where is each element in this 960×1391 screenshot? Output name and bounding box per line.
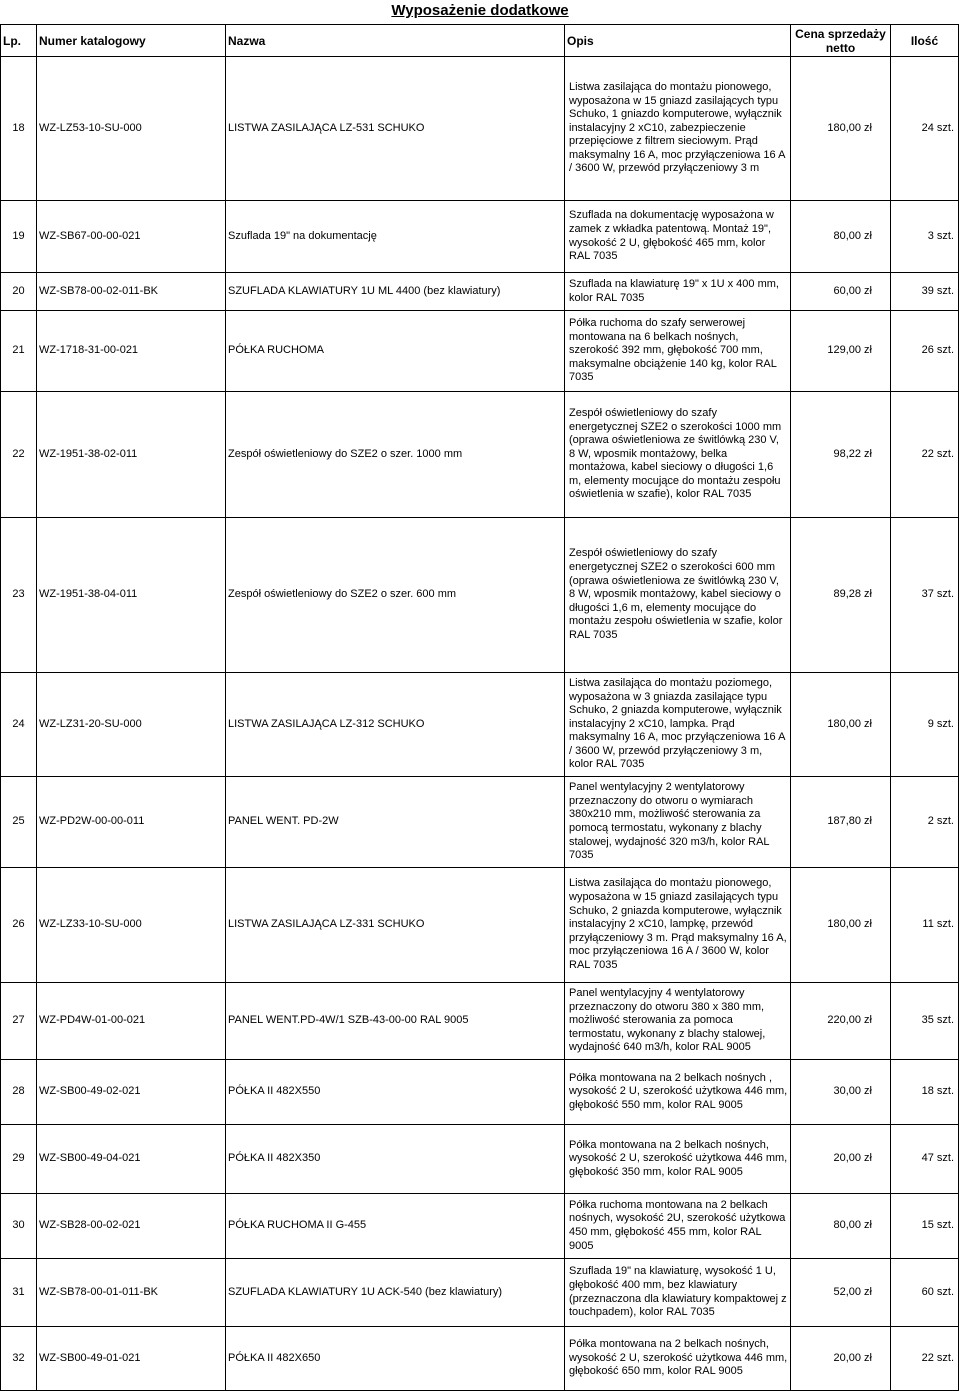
row-catalog-number: WZ-PD4W-01-00-021 bbox=[37, 983, 226, 1060]
table-row bbox=[1, 392, 959, 518]
row-name: SZUFLADA KLAWIATURY 1U ACK-540 (bez klawiatury) bbox=[226, 1259, 565, 1327]
row-lp: 24 bbox=[1, 673, 37, 777]
row-price: 60,00 zł bbox=[791, 273, 891, 311]
table-row bbox=[1, 868, 959, 983]
row-quantity: 24 szt. bbox=[891, 57, 959, 201]
row-catalog-number: WZ-SB67-00-00-021 bbox=[37, 201, 226, 273]
row-description: Szuflada na klawiaturę 19" x 1U x 400 mm, kolor RAL 7035 bbox=[565, 273, 791, 311]
row-name: Zespół oświetleniowy do SZE2 o szer. 600 mm bbox=[226, 518, 565, 673]
row-catalog-number: WZ-PD2W-00-00-011 bbox=[37, 777, 226, 868]
row-price: 30,00 zł bbox=[791, 1060, 891, 1125]
row-name: LISTWA ZASILAJĄCA LZ-312 SCHUKO bbox=[226, 673, 565, 777]
row-price: 180,00 zł bbox=[791, 57, 891, 201]
table-header-row bbox=[1, 25, 959, 57]
row-catalog-number: WZ-SB00-49-02-021 bbox=[37, 1060, 226, 1125]
row-catalog-number: WZ-SB00-49-04-021 bbox=[37, 1125, 226, 1194]
row-description: Zespół oświetleniowy do szafy energetycznej SZE2 o szerokości 600 mm (oprawa oświetleniowa ze świtlówką 230 V, 8 W, wposmik montażowy, kabel sieciowy o długości 1,6 m, elementy mocujące do montażu zespołu oświetlenia w szafie, kolor RAL 7035 bbox=[565, 518, 791, 673]
row-name: PÓŁKA II 482X550 bbox=[226, 1060, 565, 1125]
row-catalog-number: WZ-SB00-49-01-021 bbox=[37, 1327, 226, 1391]
row-quantity: 39 szt. bbox=[891, 273, 959, 311]
table-row bbox=[1, 673, 959, 777]
row-quantity: 15 szt. bbox=[891, 1194, 959, 1259]
row-catalog-number: WZ-SB78-00-02-011-BK bbox=[37, 273, 226, 311]
row-name: PÓŁKA RUCHOMA II G-455 bbox=[226, 1194, 565, 1259]
row-name: Zespół oświetleniowy do SZE2 o szer. 1000 mm bbox=[226, 392, 565, 518]
row-quantity: 26 szt. bbox=[891, 311, 959, 392]
row-catalog-number: WZ-1951-38-04-011 bbox=[37, 518, 226, 673]
row-lp: 20 bbox=[1, 273, 37, 311]
row-catalog-number: WZ-LZ31-20-SU-000 bbox=[37, 673, 226, 777]
table-row bbox=[1, 1194, 959, 1259]
row-lp: 25 bbox=[1, 777, 37, 868]
row-quantity: 9 szt. bbox=[891, 673, 959, 777]
row-quantity: 2 szt. bbox=[891, 777, 959, 868]
row-quantity: 60 szt. bbox=[891, 1259, 959, 1327]
row-lp: 18 bbox=[1, 57, 37, 201]
table-row bbox=[1, 311, 959, 392]
row-catalog-number: WZ-1718-31-00-021 bbox=[37, 311, 226, 392]
table-row bbox=[1, 1259, 959, 1327]
table-row bbox=[1, 201, 959, 273]
row-description: Listwa zasilająca do montażu pionowego, wyposażona w 15 gniazd zasilających typu Schuko, 1 gniazdo komputerowe, wyłącznik instalacyjny 2 xC10, zabezpieczenie przepięciowe z filtrem sieciowym. Prąd maksymalny 16 A, moc przyłączeniowa 16 A / 3600 W, przewód przyłączeniowy 3 m bbox=[565, 57, 791, 201]
row-price: 180,00 zł bbox=[791, 868, 891, 983]
row-price: 89,28 zł bbox=[791, 518, 891, 673]
row-name: LISTWA ZASILAJĄCA LZ-331 SCHUKO bbox=[226, 868, 565, 983]
equipment-table bbox=[0, 24, 959, 1391]
table-row bbox=[1, 983, 959, 1060]
row-catalog-number: WZ-LZ33-10-SU-000 bbox=[37, 868, 226, 983]
row-description: Panel wentylacyjny 2 wentylatorowy przeznaczony do otworu o wymiarach 380x210 mm, możliwość sterowania za pomocą termostatu, wykonany z blachy stalowej, wydajność 320 m3/h, kolor RAL 7035 bbox=[565, 777, 791, 868]
row-lp: 21 bbox=[1, 311, 37, 392]
row-lp: 22 bbox=[1, 392, 37, 518]
row-description: Szuflada 19" na klawiaturę, wysokość 1 U, głębokość 400 mm, bez klawiatury (przeznaczona dla klawiatury kompaktowej z touchpadem), kolor RAL 7035 bbox=[565, 1259, 791, 1327]
row-catalog-number: WZ-SB78-00-01-011-BK bbox=[37, 1259, 226, 1327]
row-quantity: 37 szt. bbox=[891, 518, 959, 673]
table-row bbox=[1, 777, 959, 868]
row-catalog-number: WZ-LZ53-10-SU-000 bbox=[37, 57, 226, 201]
row-price: 20,00 zł bbox=[791, 1125, 891, 1194]
row-quantity: 3 szt. bbox=[891, 201, 959, 273]
row-description: Półka ruchoma montowana na 2 belkach nośnych, wysokość 2U, szerokość użytkowa 450 mm, głębokość 455 mm, kolor RAL 9005 bbox=[565, 1194, 791, 1259]
row-lp: 23 bbox=[1, 518, 37, 673]
row-price: 180,00 zł bbox=[791, 673, 891, 777]
row-price: 129,00 zł bbox=[791, 311, 891, 392]
row-name: PANEL WENT. PD-2W bbox=[226, 777, 565, 868]
row-catalog-number: WZ-SB28-00-02-021 bbox=[37, 1194, 226, 1259]
row-quantity: 47 szt. bbox=[891, 1125, 959, 1194]
col-header-quantity: Ilość bbox=[891, 25, 959, 57]
row-price: 220,00 zł bbox=[791, 983, 891, 1060]
table-row bbox=[1, 1327, 959, 1391]
row-lp: 30 bbox=[1, 1194, 37, 1259]
row-description: Listwa zasilająca do montażu pionowego, wyposażona w 15 gniazd zasilających typu Schuko, 2 gniazda komputerowe, wyłącznik instalacyjny 2 xC10, lampkę, przewód przyłączeniowy 3 m. Prąd maksymalny 16 A, moc przyłączeniowa 16 A / 3600 W, kolor RAL 7035 bbox=[565, 868, 791, 983]
row-lp: 32 bbox=[1, 1327, 37, 1391]
row-name: SZUFLADA KLAWIATURY 1U ML 4400 (bez klawiatury) bbox=[226, 273, 565, 311]
row-lp: 19 bbox=[1, 201, 37, 273]
row-description: Listwa zasilająca do montażu poziomego, wyposażona w 3 gniazda zasilające typu Schuko, 2 gniazda komputerowe, wyłącznik instalacyjny 2 xC10, lampka. Prąd maksymalny 16 A, moc przyłączeniowa 16 A / 3600 W, przewód przyłączeniowy 3 m, kolor RAL 7035 bbox=[565, 673, 791, 777]
row-quantity: 35 szt. bbox=[891, 983, 959, 1060]
row-price: 80,00 zł bbox=[791, 201, 891, 273]
table-row bbox=[1, 1125, 959, 1194]
row-quantity: 22 szt. bbox=[891, 392, 959, 518]
row-name: PÓŁKA II 482X350 bbox=[226, 1125, 565, 1194]
row-price: 52,00 zł bbox=[791, 1259, 891, 1327]
row-name: PANEL WENT.PD-4W/1 SZB-43-00-00 RAL 9005 bbox=[226, 983, 565, 1060]
row-price: 187,80 zł bbox=[791, 777, 891, 868]
row-lp: 26 bbox=[1, 868, 37, 983]
row-catalog-number: WZ-1951-38-02-011 bbox=[37, 392, 226, 518]
row-quantity: 18 szt. bbox=[891, 1060, 959, 1125]
row-quantity: 22 szt. bbox=[891, 1327, 959, 1391]
row-name: PÓŁKA II 482X650 bbox=[226, 1327, 565, 1391]
col-header-description: Opis bbox=[565, 25, 791, 57]
table-row bbox=[1, 518, 959, 673]
row-description: Półka montowana na 2 belkach nośnych, wysokość 2 U, szerokość użytkowa 446 mm, głębokość 650 mm, kolor RAL 9005 bbox=[565, 1327, 791, 1391]
row-name: PÓŁKA RUCHOMA bbox=[226, 311, 565, 392]
row-lp: 28 bbox=[1, 1060, 37, 1125]
row-description: Półka ruchoma do szafy serwerowej montowana na 6 belkach nośnych, szerokość 392 mm, głębokość 700 mm, maksymalne obciążenie 140 kg, kolor RAL 7035 bbox=[565, 311, 791, 392]
table-row bbox=[1, 1060, 959, 1125]
row-price: 80,00 zł bbox=[791, 1194, 891, 1259]
col-header-lp: Lp. bbox=[1, 25, 37, 57]
col-header-price: Cena sprzedaży netto bbox=[791, 25, 891, 57]
row-name: Szuflada 19" na dokumentację bbox=[226, 201, 565, 273]
page-title: Wyposażenie dodatkowe bbox=[391, 2, 569, 19]
row-description: Półka montowana na 2 belkach nośnych , wysokość 2 U, szerokość użytkowa 446 mm, głębokość 550 mm, kolor RAL 9005 bbox=[565, 1060, 791, 1125]
col-header-name: Nazwa bbox=[226, 25, 565, 57]
row-price: 98,22 zł bbox=[791, 392, 891, 518]
row-lp: 29 bbox=[1, 1125, 37, 1194]
row-name: LISTWA ZASILAJĄCA LZ-531 SCHUKO bbox=[226, 57, 565, 201]
row-description: Panel wentylacyjny 4 wentylatorowy przeznaczony do otworu 380 x 380 mm, możliwość sterowania za pomoca termostatu, wykonany z blachy stalowej, wydajność 640 m3/h, kolor RAL 9005 bbox=[565, 983, 791, 1060]
row-description: Półka montowana na 2 belkach nośnych, wysokość 2 U, szerokość użytkowa 446 mm, głębokość 350 mm, kolor RAL 9005 bbox=[565, 1125, 791, 1194]
row-price: 20,00 zł bbox=[791, 1327, 891, 1391]
row-description: Zespół oświetleniowy do szafy energetycznej SZE2 o szerokości 1000 mm (oprawa oświetleniowa ze świtlówką 230 V, 8 W, wposmik montażowy, belka montażowa, kabel sieciowy o długości 1,6 m, elementy mocujące do montażu zespołu oświetlenia w szafie), kolor RAL 7035 bbox=[565, 392, 791, 518]
row-description: Szuflada na dokumentację wyposażona w zamek z wkładka patentową. Montaż 19", wysokość 2 U, głębokość 465 mm, kolor RAL 7035 bbox=[565, 201, 791, 273]
row-lp: 27 bbox=[1, 983, 37, 1060]
row-quantity: 11 szt. bbox=[891, 868, 959, 983]
row-lp: 31 bbox=[1, 1259, 37, 1327]
col-header-catalog: Numer katalogowy bbox=[37, 25, 226, 57]
table-row bbox=[1, 57, 959, 201]
table-row bbox=[1, 273, 959, 311]
